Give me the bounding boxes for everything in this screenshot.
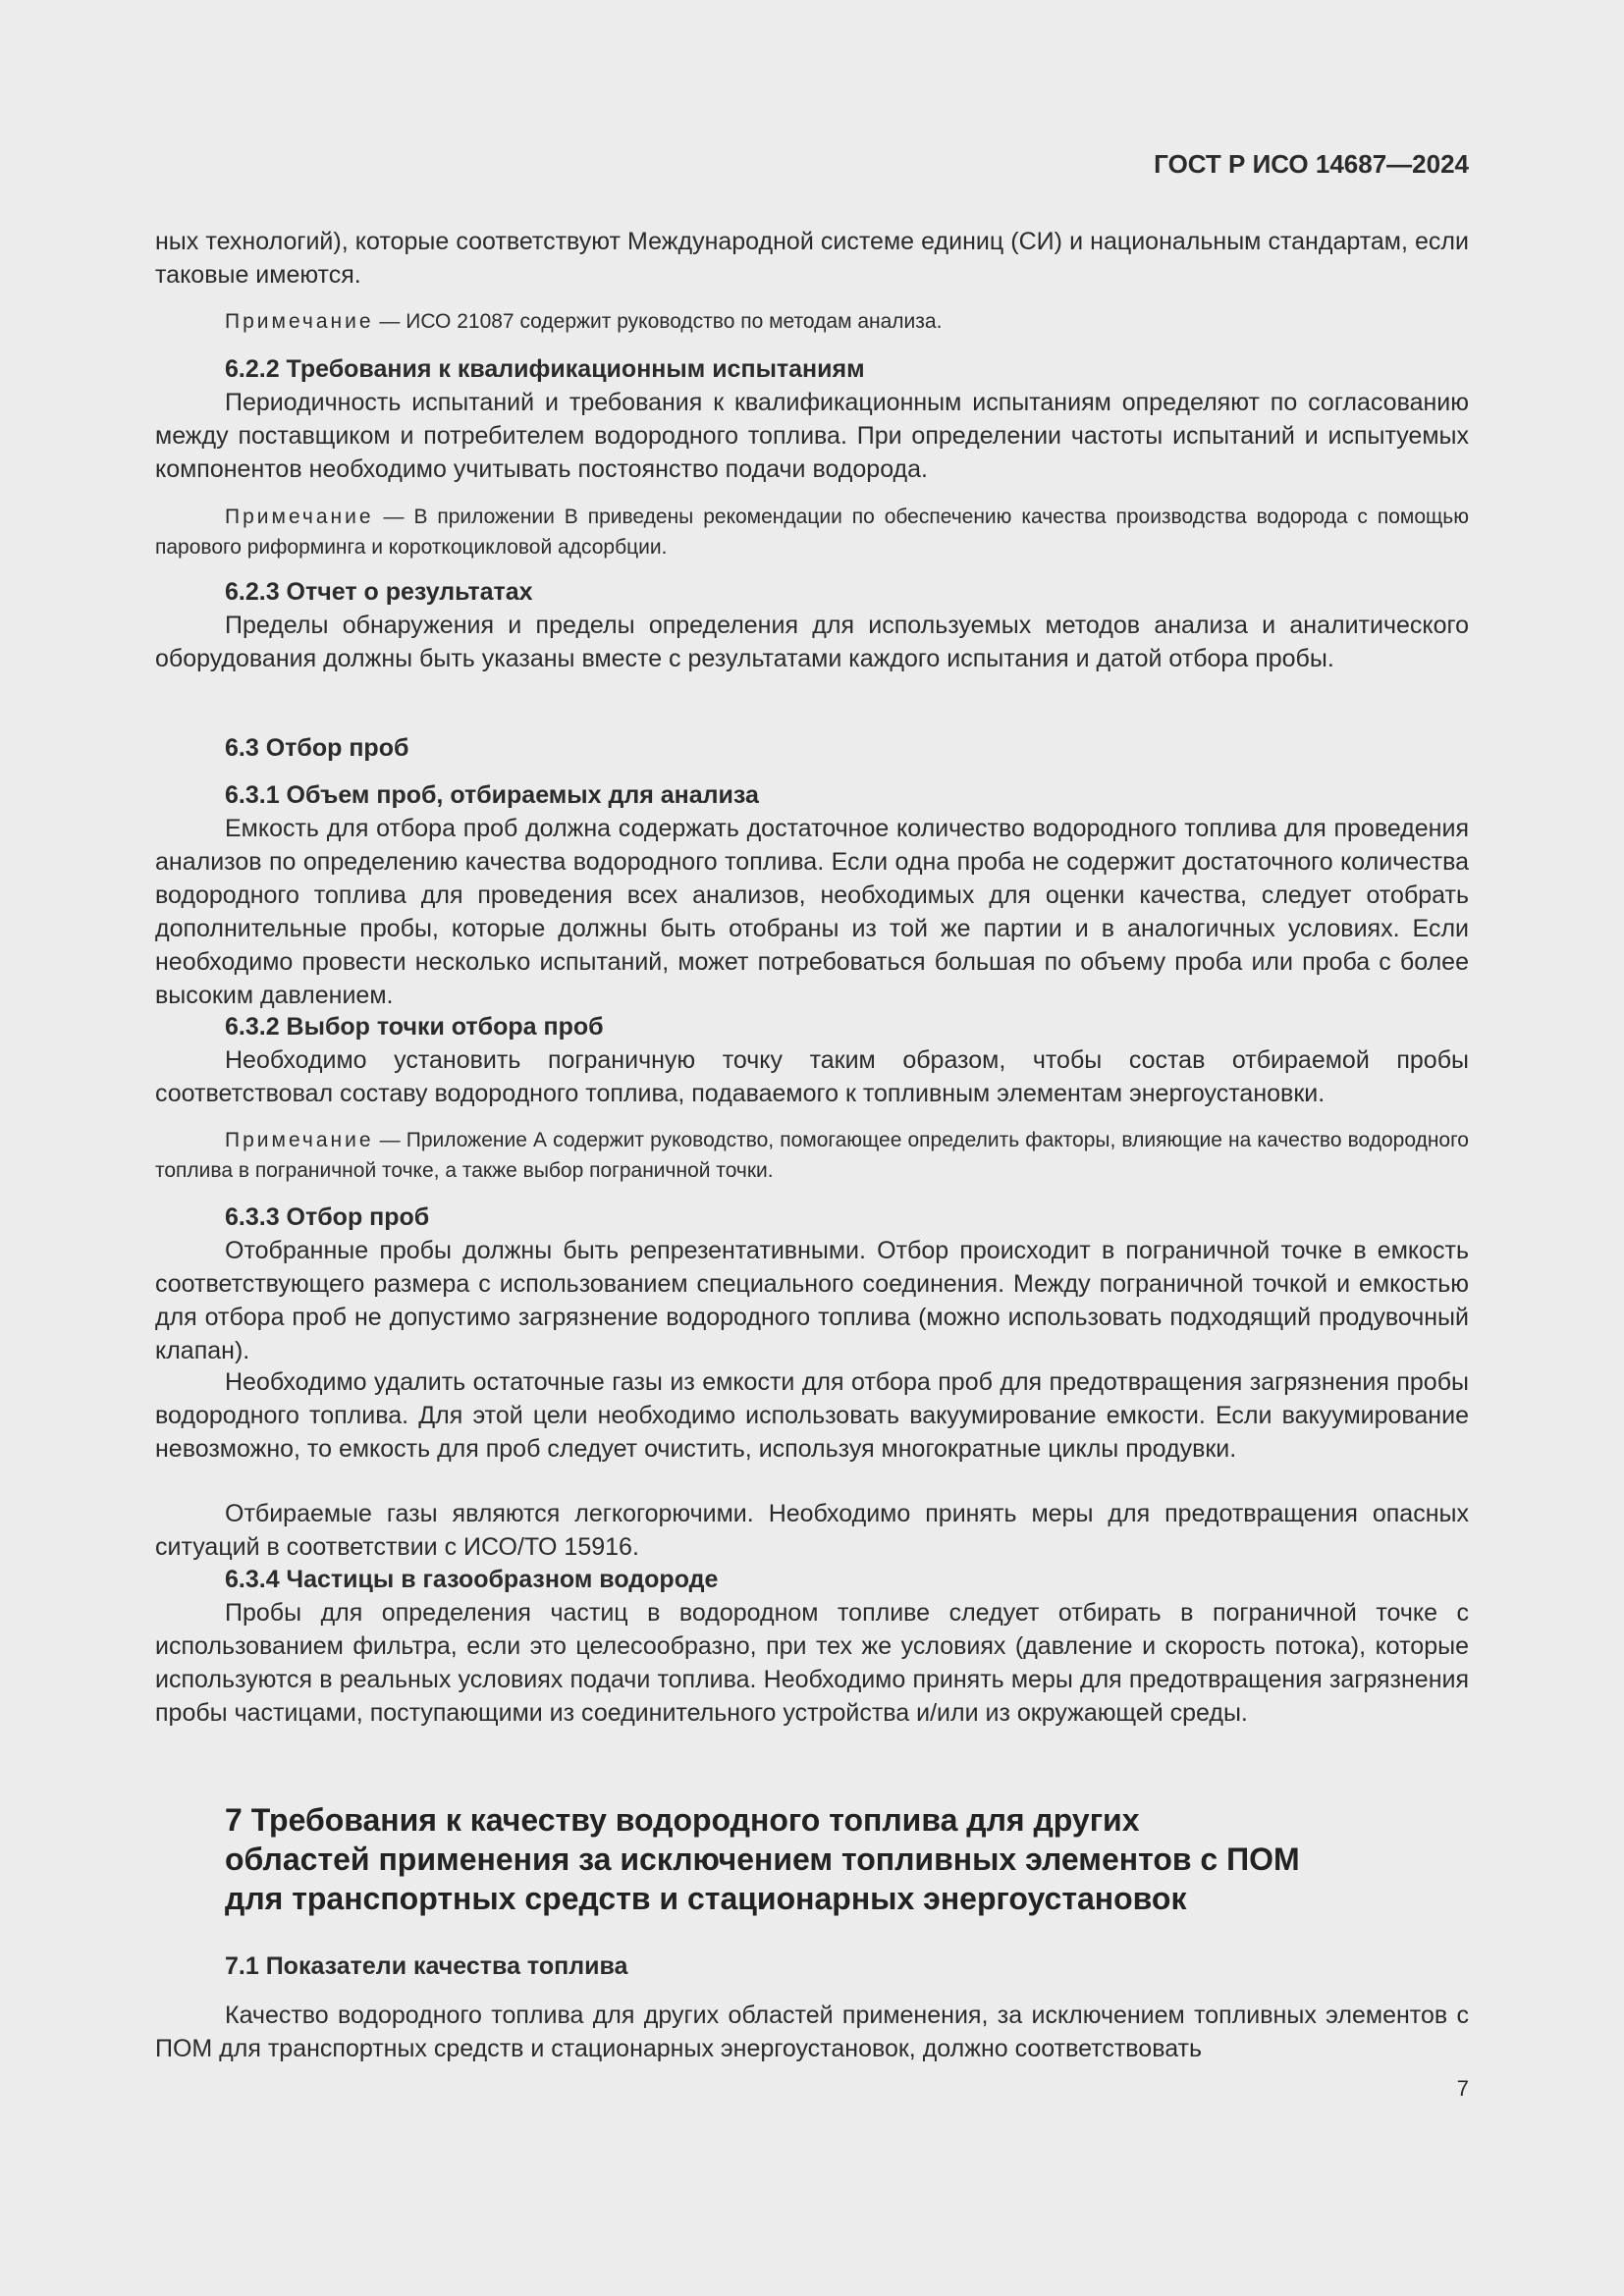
paragraph-6-3-3-b: Необходимо удалить остаточные газы из емкости для отбора проб для предотвращения загрязнения пробы водородного топлива. Для этой цели необходимо использовать вакуумирование емкости. Если вакуумирование невозможно, то емкость для проб следует очистить, используя многократные циклы продувки. [155, 1368, 1469, 1463]
paragraph-6-3-3-a: Отобранные пробы должны быть репрезентативными. Отбор происходит в пограничной точке в емкость соответствующего размера с использованием специального соединения. Между пограничной точкой и емкостью для отбора проб не допустимо загрязнение водородного топлива (можно использовать подходящий продувочный клапан). [155, 1237, 1469, 1364]
paragraph-6-3-2: Необходимо установить пограничную точку таким образом, чтобы состав отбираемой пробы соответствовал составу водородного топлива, подаваемого к топливным элементам энергоустановки. [155, 1046, 1469, 1107]
heading-section-7: 7 Требования к качеству водородного топлива для других областей применения за исключением топливных элементов с ПОМ для транспортных средств и стационарных энергоустановок [225, 1802, 1300, 1916]
paragraph-6-3-3-c: Отбираемые газы являются легкогорючими. Необходимо принять меры для предотвращения опасных ситуаций в соответствии с ИСО/ТО 15916. [155, 1500, 1469, 1561]
paragraph-7-1: Качество водородного топлива для других областей применения, за исключением топливных элементов с ПОМ для транспортных средств и стационарных энергоустановок, должно соответствовать [155, 2002, 1469, 2062]
heading-6-3-3: 6.3.3 Отбор проб [225, 1203, 430, 1231]
note-label: Примечание [225, 310, 374, 333]
heading-6-3-2: 6.3.2 Выбор точки отбора проб [225, 1013, 604, 1041]
note-text: ИСО 21087 содержит руководство по методам анализа. [406, 310, 943, 333]
heading-6-3-4: 6.3.4 Частицы в газообразном водороде [225, 1566, 719, 1593]
heading-6-2-3: 6.2.3 Отчет о результатах [225, 578, 533, 606]
paragraph-6-2-3: Пределы обнаружения и пределы определения для используемых методов анализа и аналитического оборудования должны быть указаны вместе с результатами каждого испытания и датой отбора пробы. [155, 612, 1469, 672]
note-appendix-b: Примечание — В приложении В приведены рекомендации по обеспечению качества производства водорода с помощью парового риформинга и короткоцикловой адсорбции. [155, 506, 1469, 559]
heading-6-3-1: 6.3.1 Объем проб, отбираемых для анализа [225, 781, 759, 809]
paragraph-6-3-1: Емкость для отбора проб должна содержать достаточное количество водородного топлива для проведения анализов по определению качества водородного топлива. Если одна проба не содержит достаточного количества водородного топлива для проведения всех анализов, необходимых для оценки качества, следует отобрать дополнительные пробы, которые должны быть отобраны из той же партии и в аналогичных условиях. Если необходимо провести несколько испытаний, может потребоваться большая по объему проба или проба с более высоким давлением. [155, 815, 1469, 1009]
paragraph-6-2-2: Периодичность испытаний и требования к квалификационным испытаниям определяют по согласованию между поставщиком и потребителем водородного топлива. При определении частоты испытаний и испытуемых компонентов необходимо учитывать постоянство подачи водорода. [155, 389, 1469, 483]
heading-6-3: 6.3 Отбор проб [225, 734, 409, 762]
standard-header: ГОСТ Р ИСО 14687—2024 [1154, 149, 1469, 179]
paragraph-6-3-4: Пробы для определения частиц в водородном топливе следует отбирать в пограничной точке с использованием фильтра, если это целесообразно, при тех же условиях (давление и скорость потока), которые используются в реальных условиях подачи топлива. Необходимо принять меры для предотвращения загрязнения пробы частицами, поступающими из соединительного устройства и/или из окружающей среды. [155, 1599, 1469, 1727]
note-methods: Примечание — ИСО 21087 содержит руководство по методам анализа. [225, 310, 943, 333]
page-number: 7 [1456, 2076, 1469, 2101]
heading-7-1: 7.1 Показатели качества топлива [225, 1952, 628, 1980]
heading-6-2-2: 6.2.2 Требования к квалификационным испытаниям [225, 355, 865, 383]
continuation-paragraph: ных технологий), которые соответствуют Международной системе единиц (СИ) и национальным стандартам, если таковые имеются. [155, 228, 1469, 289]
note-appendix-a: Примечание — Приложение А содержит руководство, помогающее определить факторы, влияющие на качество водородного топлива в пограничной точке, а также выбор пограничной точки. [155, 1129, 1469, 1182]
